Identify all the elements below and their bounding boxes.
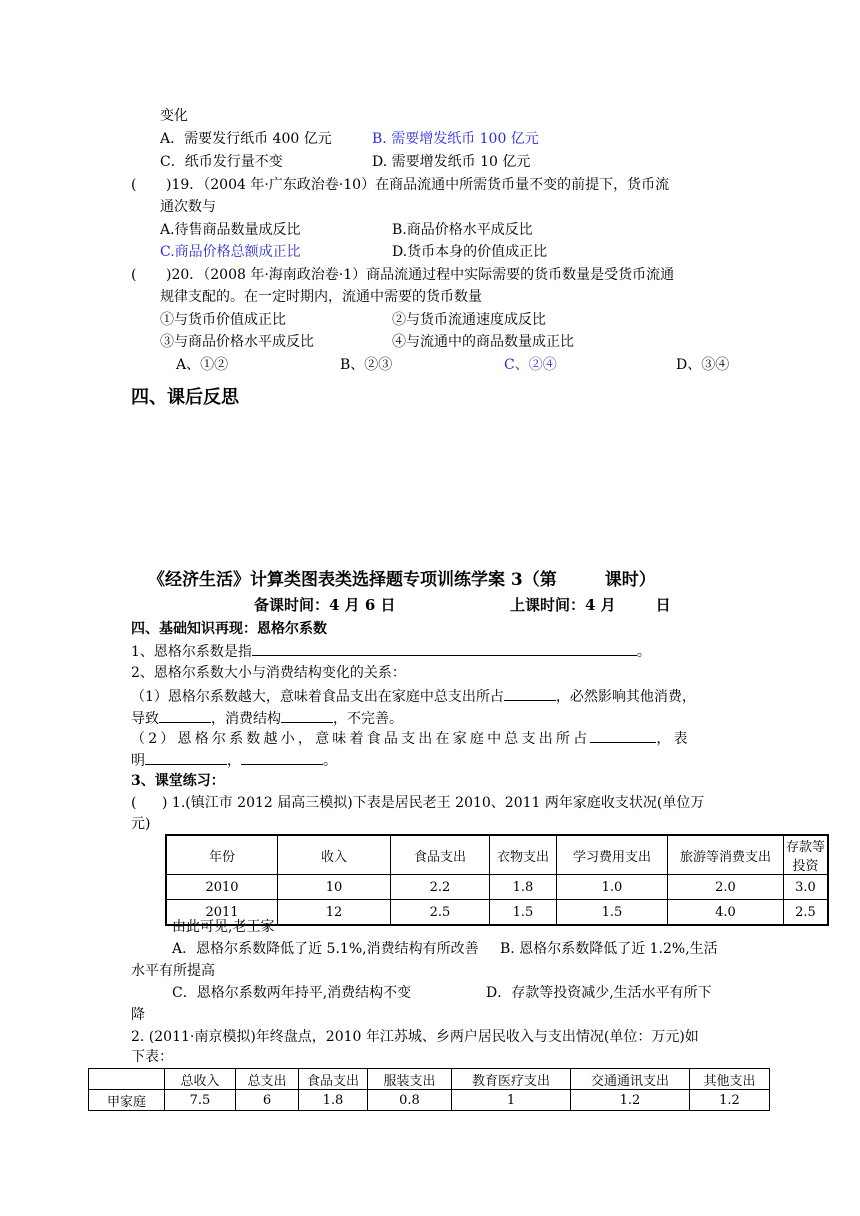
table-cell: 2011 <box>166 900 278 926</box>
table-cell: 12 <box>278 900 391 926</box>
p1-text-d: ，消费结构 <box>211 711 281 727</box>
class-time-prefix: 上课时间：4 月 <box>510 596 616 614</box>
household-budget-table <box>88 1068 770 1111</box>
q1-option-b-cont: 水平有所提高 <box>131 963 215 979</box>
engel-point-2-line1 <box>131 728 691 749</box>
blank-proportion-small[interactable] <box>590 728 656 743</box>
table-cell: 1.8 <box>490 875 557 900</box>
q1-inference: 由此可见,老王家 <box>172 919 275 935</box>
q1-option-c: C．恩格尔系数两年持平,消费结构不变 <box>172 985 412 1001</box>
q19-option-d: D.货币本身的价值成正比 <box>392 244 548 260</box>
q1-option-a: A．恩格尔系数降低了近 5.1%,消费结构有所改善 <box>172 941 479 957</box>
practice-heading: 3、课堂练习： <box>131 773 225 789</box>
table-header-cell: 总支出 <box>236 1069 299 1090</box>
q20-item-3: ③与商品价格水平成反比 <box>160 334 314 350</box>
q20-item-2: ②与货币流通速度成反比 <box>392 312 546 328</box>
p1-text-e: ，不完善。 <box>333 711 403 727</box>
q1-option-b: B. 恩格尔系数降低了近 1.2%,生活 <box>500 941 718 957</box>
table-header-cell: 衣物支出 <box>490 835 557 875</box>
table-cell: 1.2 <box>690 1090 770 1111</box>
q20-option-a: A、①② <box>176 357 229 373</box>
table-header-cell: 教育医疗支出 <box>452 1069 571 1090</box>
q19-stem-line1: )19．（2004 年·广东政治卷·10）在商品流通中所需货币量不变的前提下，货币流 <box>166 177 670 193</box>
q19-stem-line2: 通次数与 <box>160 199 216 215</box>
table-header-cell: 学习费用支出 <box>557 835 668 875</box>
lesson-title-left: 《经济生活》计算类图表类选择题专项训练学案 3（第 <box>148 570 557 590</box>
table-row <box>89 1090 770 1111</box>
table-header-cell: 食品支出 <box>299 1069 368 1090</box>
p2-text-e: 。 <box>323 753 337 769</box>
class-time <box>510 595 671 615</box>
blank-indicates-2[interactable] <box>241 750 323 765</box>
class-time-suffix: 日 <box>655 596 671 614</box>
q18-continuation: 变化 <box>160 108 188 124</box>
engel-point-2-line2 <box>131 750 337 771</box>
table-header-row <box>89 1069 770 1090</box>
table-header-cell: 交通通讯支出 <box>571 1069 690 1090</box>
table-cell: 1.2 <box>571 1090 690 1111</box>
table-header-cell: 存款等投资 <box>784 835 829 875</box>
table-cell: 2.2 <box>391 875 490 900</box>
blank-indicates-1[interactable] <box>145 750 227 765</box>
table-header-cell: 年份 <box>166 835 278 875</box>
q20-item-1: ①与货币价值成正比 <box>160 312 286 328</box>
p1-text-b: ，必然影响其他消费， <box>555 689 696 705</box>
engel-point-1-line1 <box>131 686 696 707</box>
table-header-cell: 食品支出 <box>391 835 490 875</box>
def-prefix: 1、恩格尔系数是指 <box>131 644 252 660</box>
p1-text-c: 导致 <box>131 711 159 727</box>
q19-option-c: C.商品价格总额成正比 <box>160 244 301 260</box>
table-cell: 2.5 <box>391 900 490 926</box>
engel-point-1-line2 <box>131 708 403 729</box>
blank-result[interactable] <box>159 708 211 723</box>
q20-item-4: ④与流通中的商品数量成正比 <box>392 334 574 350</box>
engel-relation-heading: 2、恩格尔系数大小与消费结构变化的关系： <box>131 665 406 681</box>
q1-option-d-cont: 降 <box>131 1007 145 1023</box>
q20-option-b: B、②③ <box>340 357 393 373</box>
q1-option-d: D．存款等投资减少,生活水平有所下 <box>486 985 712 1001</box>
table-header-cell: 收入 <box>278 835 391 875</box>
table-cell: 2.5 <box>784 900 829 926</box>
household-income-table <box>165 834 829 926</box>
table-cell: 1.0 <box>557 875 668 900</box>
table-cell: 0.8 <box>368 1090 452 1111</box>
table-header-cell: 服装支出 <box>368 1069 452 1090</box>
q2-stem-line1: 2. (2011·南京模拟)年终盘点，2010 年江苏城、乡两户居民收入与支出情况(单位：万元)如 <box>131 1029 699 1045</box>
table-cell: 10 <box>278 875 391 900</box>
q1-paren: ( <box>131 795 137 811</box>
table-cell: 7.5 <box>165 1090 236 1111</box>
blank-proportion-large[interactable] <box>504 686 556 701</box>
table-cell: 6 <box>236 1090 299 1111</box>
table-header-cell: 旅游等消费支出 <box>668 835 784 875</box>
q18-option-a: A．需要发行纸币 400 亿元 <box>160 131 332 147</box>
q20-stem-line2: 规律支配的。在一定时期内，流通中需要的货币数量 <box>160 289 482 305</box>
table-cell: 1.5 <box>557 900 668 926</box>
table-header-row <box>166 835 828 875</box>
p2-text-a: （2）恩格尔系数越小，意味着食品支出在家庭中总支出所占 <box>131 731 591 747</box>
table-cell: 1.5 <box>490 900 557 926</box>
table-cell: 4.0 <box>668 900 784 926</box>
q20-option-d: D、③④ <box>676 357 730 373</box>
blank-structure[interactable] <box>281 708 333 723</box>
table-cell: 3.0 <box>784 875 829 900</box>
q19-option-a: A.待售商品数量成反比 <box>160 222 301 238</box>
table-header-cell: 其他支出 <box>690 1069 770 1090</box>
blank-definition[interactable] <box>252 641 637 656</box>
p2-text-d: ， <box>227 753 241 769</box>
q18-option-c: C．纸币发行量不变 <box>160 154 283 170</box>
p2-text-b: ，表 <box>656 731 691 747</box>
q18-option-b: B. 需要增发纸币 100 亿元 <box>372 131 539 147</box>
prep-time: 备课时间：4 月 6 日 <box>254 596 396 614</box>
table-cell: 2.0 <box>668 875 784 900</box>
table-cell: 1.8 <box>299 1090 368 1111</box>
q19-paren: ( <box>131 177 137 193</box>
q20-option-c: C、②④ <box>504 357 557 373</box>
table-cell: 甲家庭 <box>89 1090 165 1111</box>
p1-text-a: （1）恩格尔系数越大，意味着食品支出在家庭中总支出所占 <box>131 689 504 705</box>
q20-paren: ( <box>131 267 137 283</box>
table-cell: 1 <box>452 1090 571 1111</box>
q1-stem-line2: 元) <box>131 816 151 832</box>
table-header-cell: 总收入 <box>165 1069 236 1090</box>
table-cell: 2010 <box>166 875 278 900</box>
engel-definition <box>131 641 651 662</box>
engel-heading: 四、基础知识再现：恩格尔系数 <box>131 621 327 637</box>
q2-stem-line2: 下表： <box>131 1049 173 1065</box>
p2-text-c: 明 <box>131 753 145 769</box>
lesson-title <box>148 570 656 590</box>
table-header-cell <box>89 1069 165 1090</box>
section-reflection-heading: 四、课后反思 <box>131 387 239 408</box>
table-row <box>166 875 828 900</box>
q1-stem-line1: ) 1.(镇江市 2012 届高三模拟)下表是居民老王 2010、2011 两年家庭收支状况(单位万 <box>162 795 705 811</box>
q19-option-b: B.商品价格水平成反比 <box>392 222 533 238</box>
lesson-title-right: 课时） <box>604 570 656 590</box>
def-suffix: 。 <box>636 644 651 660</box>
q18-option-d: D. 需要增发纸币 10 亿元 <box>372 154 531 170</box>
q20-stem-line1: )20．（2008 年·海南政治卷·1）商品流通过程中实际需要的货币数量是受货币流通 <box>166 267 675 283</box>
